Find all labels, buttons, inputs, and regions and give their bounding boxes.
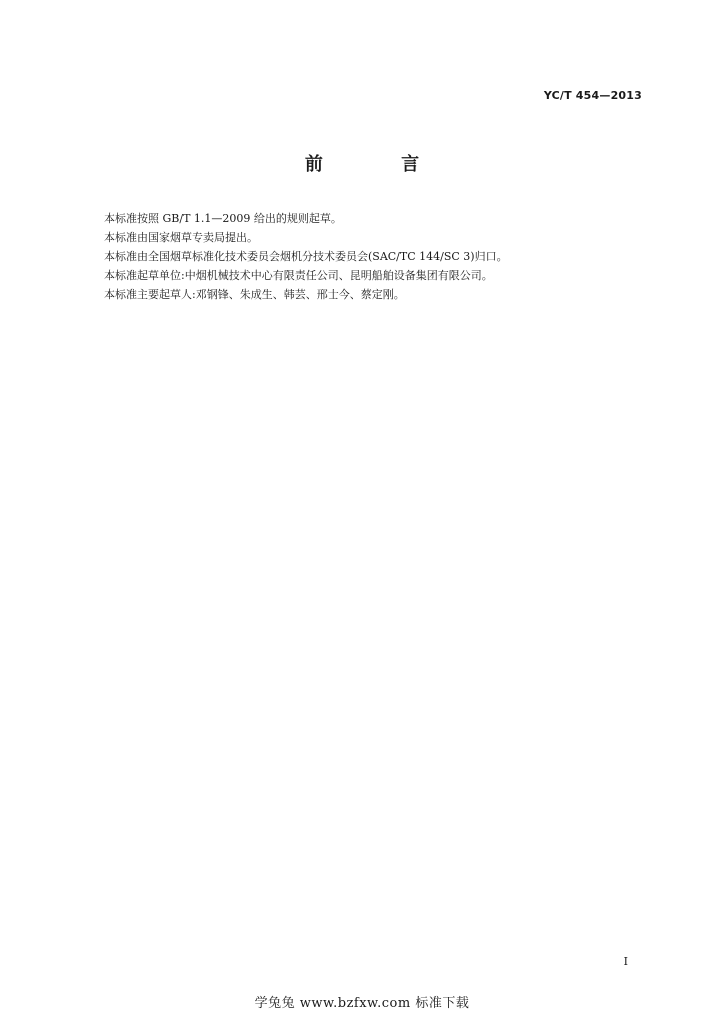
foreword-body <box>104 209 644 304</box>
paragraph: 本标准按照 GB/T 1.1—2009 给出的规则起草。 <box>104 212 342 225</box>
standard-code: YC/T 454—2013 <box>543 89 642 102</box>
paragraph: 本标准由国家烟草专卖局提出。 <box>104 231 258 244</box>
page-number: I <box>623 955 628 968</box>
paragraph: 本标准由全国烟草标准化技术委员会烟机分技术委员会(SAC/TC 144/SC 3)归口。 <box>104 250 508 263</box>
footer-watermark: 学兔兔 www.bzfxw.com 标准下载 <box>254 996 470 1011</box>
page-title: 前 言 <box>304 154 456 175</box>
paragraph: 本标准起草单位:中烟机械技术中心有限责任公司、昆明船舶设备集团有限公司。 <box>104 269 493 282</box>
paragraph: 本标准主要起草人:邓钢锋、朱成生、韩芸、邢士今、蔡定刚。 <box>104 288 405 301</box>
